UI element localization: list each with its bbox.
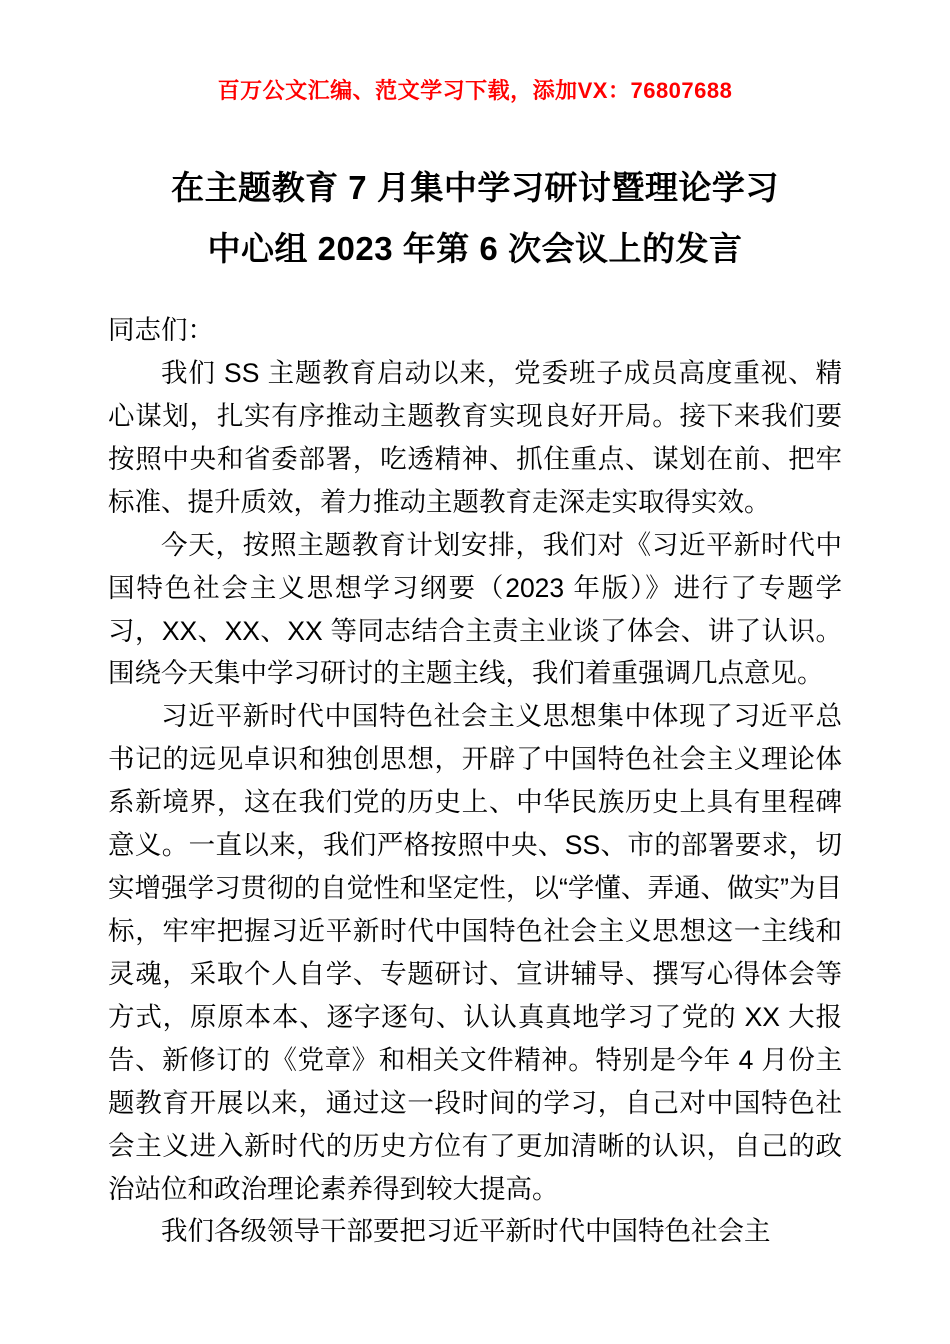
salutation: 同志们：: [108, 315, 214, 346]
page-title: [108, 157, 842, 279]
page-title-line-1: 在主题教育 7 月集中学习研讨暨理论学习: [171, 169, 779, 206]
body-paragraph-4: 我们各级领导干部要把习近平新时代中国特色社会主: [161, 1216, 771, 1247]
document-body: [108, 309, 842, 1253]
body-paragraph-1: 我们 SS 主题教育启动以来，党委班子成员高度重视、精心谋划，扎实有序推动主题教育实现良好开局。接下来我们要按照中央和省委部署，吃透精神、抓住重点、谋划在前、把牢标准、提升质效，着力推动主题教育走深走实取得实效。: [108, 358, 842, 517]
body-paragraph-3: 习近平新时代中国特色社会主义思想集中体现了习近平总书记的远见卓识和独创思想，开辟了中国特色社会主义理论体系新境界，这在我们党的历史上、中华民族历史上具有里程碑意义。一直以来，我们严格按照中央、SS、市的部署要求，切实增强学习贯彻的自觉性和坚定性，以“学懂、弄通、做实”为目标，牢牢把握习近平新时代中国特色社会主义思想这一主线和灵魂，采取个人自学、专题研讨、宣讲辅导、撰写心得体会等方式，原原本本、逐字逐句、认认真真地学习了党的 XX 大报告、新修订的《党章》和相关文件精神。特别是今年 4 月份主题教育开展以来，通过这一段时间的学习，自己对中国特色社会主义进入新时代的历史方位有了更加清晰的认识，自己的政治站位和政治理论素养得到较大提高。: [108, 701, 842, 1204]
body-paragraph-2: 今天，按照主题教育计划安排，我们对《习近平新时代中国特色社会主义思想学习纲要（2023 年版）》进行了专题学习，XX、XX、XX 等同志结合主责主业谈了体会、讲了认识。围绕今天集中学习研讨的主题主线，我们着重强调几点意见。: [108, 529, 842, 689]
watermark-text: 百万公文汇编、范文学习下载，添加VX：76807688: [217, 78, 733, 103]
page-title-line-2: 中心组 2023 年第 6 次会议上的发言: [207, 230, 743, 268]
